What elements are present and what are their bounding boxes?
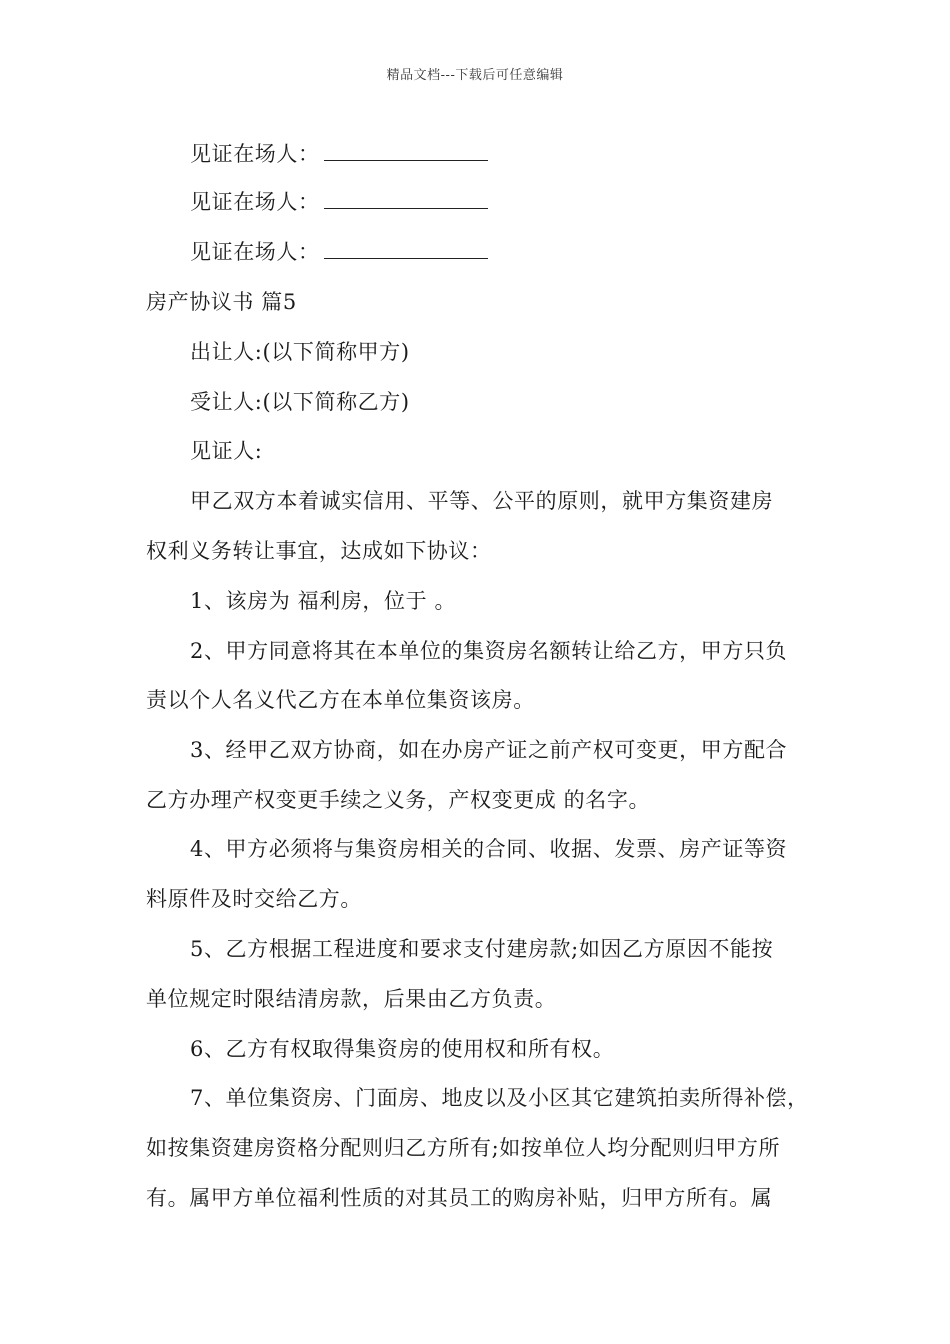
- paragraph-line: 乙方办理产权变更手续之义务，产权变更成 的名字。: [146, 788, 651, 812]
- witness-label: 见证在场人：: [190, 142, 320, 166]
- paragraph-line: 单位规定时限结清房款，后果由乙方负责。: [146, 987, 557, 1011]
- paragraph-line: 如按集资建房资格分配则归乙方所有;如按单位人均分配则归甲方所: [146, 1136, 781, 1160]
- witness-signature-line: [190, 140, 488, 168]
- clause-6: 6、乙方有权取得集资房的使用权和所有权。: [190, 1037, 615, 1061]
- clause-2: 2、甲方同意将其在本单位的集资房名额转让给乙方，甲方只负: [190, 639, 788, 663]
- clause-4: 4、甲方必须将与集资房相关的合同、收据、发票、房产证等资: [190, 837, 788, 861]
- paragraph-line: 有。属甲方单位福利性质的对其员工的购房补贴，归甲方所有。属: [146, 1186, 773, 1210]
- witness-signature-line: [190, 188, 488, 216]
- clause-1: 1、该房为 福利房，位于 。: [190, 589, 457, 613]
- section-title: 房产协议书 篇5: [146, 290, 297, 314]
- clause-3: 3、经甲乙双方协商，如在办房产证之前产权可变更，甲方配合: [190, 738, 788, 762]
- paragraph-line: 权利义务转让事宜，达成如下协议：: [146, 539, 492, 563]
- paragraph-line: 甲乙双方本着诚实信用、平等、公平的原则，就甲方集资建房: [190, 489, 774, 513]
- witness-line: 见证人:: [190, 439, 263, 463]
- witness-label: 见证在场人：: [190, 240, 320, 264]
- signature-blank: [324, 140, 488, 161]
- signature-blank: [324, 188, 488, 209]
- witness-signature-line: [190, 238, 488, 266]
- transferee-line: 受让人:(以下简称乙方): [190, 390, 410, 414]
- paragraph-line: 责以个人名义代乙方在本单位集资该房。: [146, 688, 535, 712]
- clause-7: 7、单位集资房、门面房、地皮以及小区其它建筑拍卖所得补偿，: [190, 1086, 809, 1110]
- clause-5: 5、乙方根据工程进度和要求支付建房款;如因乙方原因不能按: [190, 937, 774, 961]
- signature-blank: [324, 238, 488, 259]
- witness-label: 见证在场人：: [190, 190, 320, 214]
- paragraph-line: 料原件及时交给乙方。: [146, 887, 362, 911]
- page-header: 精品文档---下载后可任意编辑: [386, 68, 564, 83]
- transferor-line: 出让人:(以下简称甲方): [190, 340, 410, 364]
